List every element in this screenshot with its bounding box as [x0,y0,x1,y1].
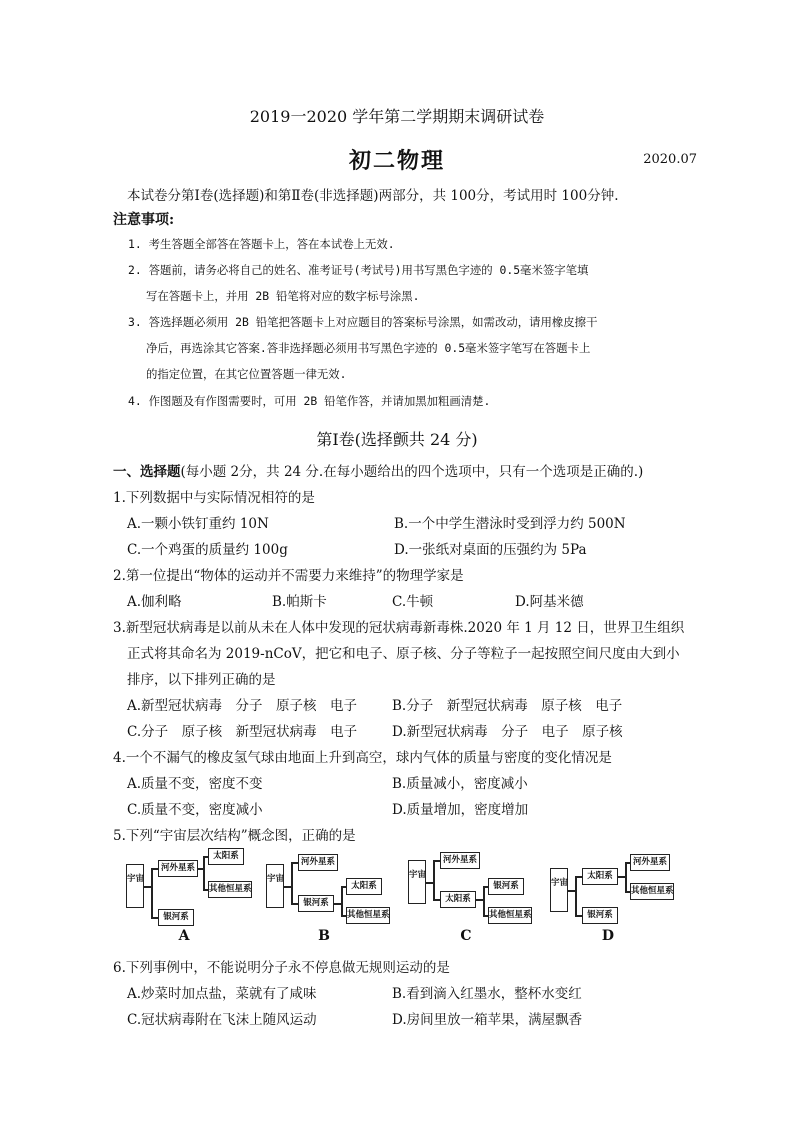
universe-box: 宇宙 [266,864,284,908]
galaxy-box: 银河系 [158,909,194,926]
option: C.牛顿 [392,594,434,610]
diagram-label: D [601,928,615,944]
other-systems-box: 其他恒星系 [346,907,390,924]
option: B.质量减小，密度减小 [392,776,528,792]
question-stem: 正式将其命名为 2019-nCoV，把它和电子、原子核、分子等粒子一起按照空间尺度由大到小 [127,646,680,662]
option: D.阿基米德 [515,594,584,610]
universe-box: 宇宙 [550,868,568,912]
question-stem: 排序，以下排列正确的是 [127,672,276,688]
option: A.新型冠状病毒 分子 原子核 电子 [127,698,358,714]
galaxy-box: 银河系 [488,878,524,895]
question-stem: 6.下列事例中，不能说明分子永不停息做无规则运动的是 [113,960,450,976]
milky-way-box: 河外星系 [158,860,198,877]
note-line: 写在答题卡上，并用 2B 铅笔将对应的数字标号涂黑. [146,289,420,303]
other-systems-box: 其他恒星系 [630,883,674,900]
section-instruction [113,460,643,480]
question-stem: 5.下列“宇宙层次结构”概念图，正确的是 [113,828,356,844]
option: A.一颗小铁钉重约 10N [127,516,269,532]
option: D.质量增加，密度增加 [392,802,529,818]
universe-box: 宇宙 [408,860,426,904]
notes-heading: 注意事项: [113,212,175,228]
option: A.伽利略 [127,594,182,610]
diagram-label: B [318,928,330,944]
option: C.一个鸡蛋的质量约 100g [127,542,288,558]
option: B.看到滴入红墨水，整杯水变红 [392,986,582,1002]
diagram-c [406,846,536,946]
diagram-a [124,846,254,946]
question-stem: 1.下列数据中与实际情况相符的是 [113,490,315,506]
question-stem: 3.新型冠状病毒是以前从未在人体中发现的冠状病毒新毒株.2020 年 1 月 12 日，世界卫生组织 [113,620,685,636]
option: A.炒菜时加点盐，菜就有了咸味 [127,986,317,1002]
section-instruction-bold: 一、选择题 [113,464,181,480]
note-line: 3. 答选择题必须用 2B 铅笔把答题卡上对应题目的答案标号涂黑，如需改动，请用橡皮擦干 [128,315,598,329]
galaxy-box: 银河系 [298,895,334,912]
question-stem: 4.一个不漏气的橡皮氢气球由地面上升到高空，球内气体的质量与密度的变化情况是 [113,750,612,766]
other-systems-box: 其他恒星系 [208,881,252,898]
exam-title: 2019一2020 学年第二学期期末调研试卷 [249,107,545,126]
exam-subject: 初二物理 [348,148,445,174]
section-title: 第Ⅰ卷(选择颤共 24 分) [316,430,478,449]
note-line: 4. 作图题及有作图需要时，可用 2B 铅笔作答，并请加黑加粗画清楚. [128,394,491,408]
milky-way-box: 河外星系 [298,854,338,871]
other-systems-box: 其他恒星系 [488,907,532,924]
option: D.新型冠状病毒 分子 电子 原子核 [392,724,623,740]
option: C.质量不变，密度减小 [127,802,263,818]
diagram-label: C [460,928,472,944]
diagram-label: A [178,928,190,944]
question-stem: 2.第一位提出“物体的运动并不需要力来维持”的物理学家是 [113,568,464,584]
section-instruction-text: (每小题 2分，共 24 分.在每小题给出的四个选项中，只有一个选项是正确的.) [180,464,644,480]
option: A.质量不变，密度不变 [127,776,263,792]
diagram-d [548,846,678,946]
option: B.帕斯卡 [272,594,327,610]
option: C.冠状病毒附在飞沫上随风运动 [127,1012,317,1028]
diagram-b [264,846,394,946]
note-line: 2. 答题前，请务必将自己的姓名、准考证号(考试号)用书写黑色字迹的 0.5毫米签字笔填 [128,263,589,277]
note-line: 1. 考生答题全部答在答题卡上，答在本试卷上无效. [128,237,395,251]
solar-system-box: 太阳系 [208,848,244,865]
option: B.分子 新型冠状病毒 原子核 电子 [392,698,623,714]
universe-structure-diagrams [124,846,684,946]
note-line: 净后，再选涂其它答案.答非选择题必须用书写黑色字迹的 0.5毫米签字笔写在答题卡上 [146,341,591,355]
option: B.一个中学生潜泳时受到浮力约 500N [394,516,626,532]
solar-system-box: 太阳系 [440,891,476,908]
exam-date: 2020.07 [643,152,697,167]
solar-system-box: 太阳系 [582,868,618,885]
option: D.房间里放一箱苹果，满屋飘香 [392,1012,583,1028]
option: D.一张纸对桌面的压强约为 5Pa [394,542,587,558]
galaxy-box: 银河系 [582,907,618,924]
option: C.分子 原子核 新型冠状病毒 电子 [127,724,358,740]
universe-box: 宇宙 [126,864,144,908]
milky-way-box: 河外星系 [440,852,480,869]
note-line: 的指定位置，在其它位置答题一律无效. [146,367,347,381]
exam-intro: 本试卷分第Ⅰ卷(选择题)和第Ⅱ卷(非选择题)两部分，共 100分，考试用时 100分钟. [127,188,619,204]
solar-system-box: 太阳系 [346,878,382,895]
milky-way-box: 河外星系 [630,854,670,871]
